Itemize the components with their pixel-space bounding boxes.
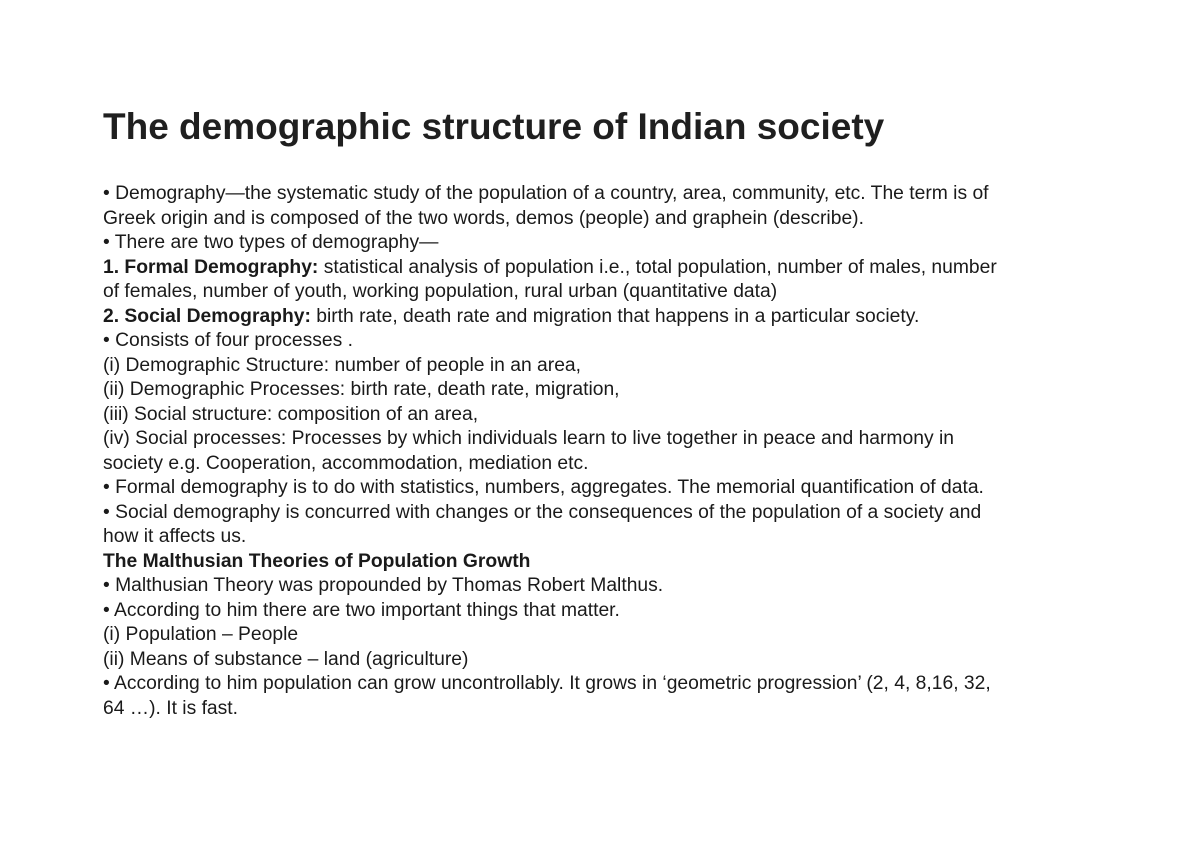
text-line-two-types: • There are two types of demography— xyxy=(103,232,439,253)
social-demography-label: 2. Social Demography: xyxy=(103,305,311,327)
text-line-social-demography xyxy=(103,305,1103,330)
text-line-two-things: • According to him there are two important things that matter. xyxy=(103,599,620,621)
text-line-social-changes: • Social demography is concurred with changes or the consequences of the population of a society and xyxy=(103,501,982,523)
text-line-malthus-propounded: • Malthusian Theory was propounded by Thomas Robert Malthus. xyxy=(103,575,664,596)
text-line-process-iii: (iii) Social structure: composition of an area, xyxy=(103,403,479,425)
text-line-four-processes: • Consists of four processes . xyxy=(103,330,354,351)
document-body xyxy=(103,182,1103,721)
text-line-formal-demography-cont: of females, number of youth, working population, rural urban (quantitative data) xyxy=(103,281,778,302)
text-line-geometric-progression-cont: 64 …). It is fast. xyxy=(103,697,239,719)
formal-demography-text: statistical analysis of population i.e., total population, number of males, number xyxy=(318,256,997,278)
text-line-formal-demography xyxy=(103,256,1103,281)
text-line-demography-definition: • Demography—the systematic study of the population of a country, area, community, etc. The term is of xyxy=(103,183,989,204)
text-line-process-i: (i) Demographic Structure: number of people in an area, xyxy=(103,354,581,376)
text-line-process-iv: (iv) Social processes: Processes by which individuals learn to live together in peace and harmony in xyxy=(103,428,954,449)
text-line-geometric-progression: • According to him population can grow uncontrollably. It grows in ‘geometric progression’ (2, 4, 8,16, 32, xyxy=(103,673,991,694)
text-line-process-ii: (ii) Demographic Processes: birth rate, death rate, migration, xyxy=(103,379,620,400)
page-title: The demographic structure of Indian society xyxy=(103,106,885,147)
text-line-means-of-substance: (ii) Means of substance – land (agriculture) xyxy=(103,648,469,670)
text-line-greek-origin: Greek origin and is composed of the two words, demos (people) and graphein (describe). xyxy=(103,207,864,229)
text-line-population-people: (i) Population – People xyxy=(103,624,299,645)
formal-demography-label: 1. Formal Demography: xyxy=(103,256,319,278)
text-line-process-iv-cont: society e.g. Cooperation, accommodation, mediation etc. xyxy=(103,452,589,474)
section-heading-malthusian: The Malthusian Theories of Population Growth xyxy=(103,550,531,572)
text-line-social-changes-cont: how it affects us. xyxy=(103,526,247,547)
text-line-formal-statistics: • Formal demography is to do with statistics, numbers, aggregates. The memorial quantification of data. xyxy=(103,477,984,498)
social-demography-text: birth rate, death rate and migration that happens in a particular society. xyxy=(310,305,920,327)
